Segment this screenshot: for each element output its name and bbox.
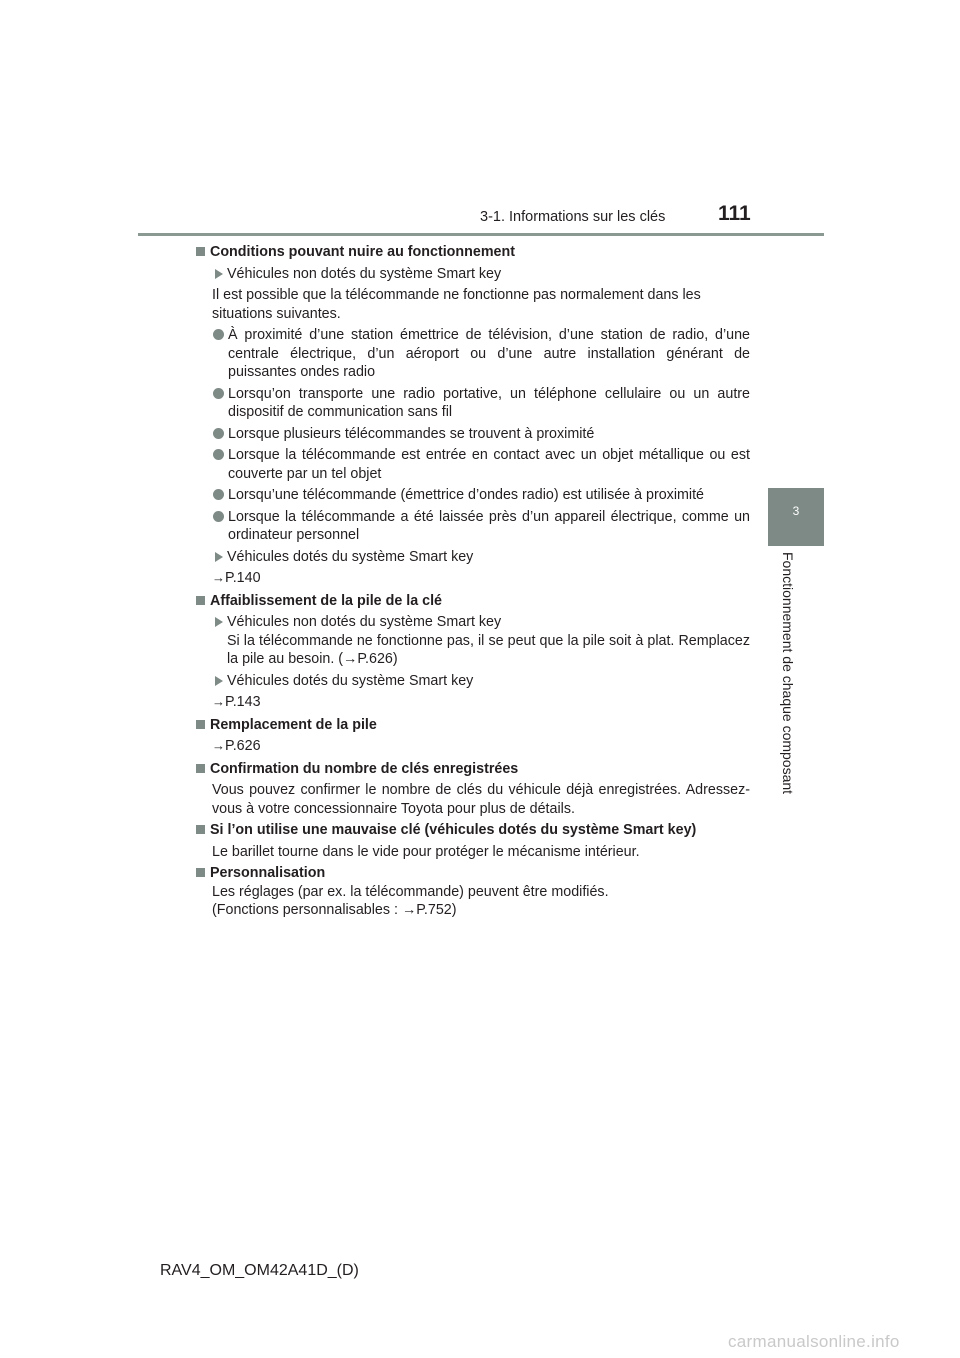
header-divider — [138, 233, 824, 236]
subheading: Véhicules non dotés du système Smart key — [213, 265, 750, 284]
page-reference[interactable]: P.626 — [357, 651, 393, 667]
round-bullet-icon — [213, 428, 224, 439]
square-bullet-icon — [196, 596, 205, 605]
chapter-number: 3 — [792, 504, 800, 518]
arrow-icon: → — [212, 738, 225, 753]
document-code: RAV4_OM_OM42A41D_(D) — [160, 1262, 359, 1279]
round-bullet-icon — [213, 511, 224, 522]
page-header — [0, 0, 960, 240]
triangle-arrow-icon — [215, 617, 223, 627]
subheading: Véhicules dotés du système Smart key — [213, 548, 750, 567]
arrow-icon: → — [401, 902, 417, 918]
section-heading: Conditions pouvant nuire au fonctionnement — [196, 243, 750, 262]
subheading: Véhicules dotés du système Smart key — [213, 672, 750, 691]
round-bullet-icon — [213, 489, 224, 500]
page-reference[interactable]: →P.626 — [212, 738, 261, 754]
square-bullet-icon — [196, 825, 205, 834]
triangle-arrow-icon — [215, 552, 223, 562]
section-heading: Confirmation du nombre de clés enregistrées — [196, 760, 750, 779]
subheading: Véhicules non dotés du système Smart key — [213, 613, 750, 632]
arrow-icon: → — [212, 694, 225, 709]
page-content — [212, 243, 750, 923]
section-heading: Personnalisation — [196, 864, 750, 883]
paragraph: Il est possible que la télécommande ne fonctionne pas normalement dans les situations suivantes. — [212, 287, 701, 322]
square-bullet-icon — [196, 764, 205, 773]
triangle-arrow-icon — [215, 269, 223, 279]
section-heading: Remplacement de la pile — [196, 716, 750, 735]
arrow-icon: → — [212, 570, 225, 585]
page-reference[interactable]: →P.143 — [212, 694, 261, 710]
paragraph: Si la télécommande ne fonctionne pas, il se peut que la pile soit à plat. Remplacez la pile au besoin. (→P.626) — [227, 632, 750, 667]
round-bullet-icon — [213, 449, 224, 460]
paragraph: Vous pouvez confirmer le nombre de clés du véhicule déjà enregistrées. Adressez-vous à votre concessionnaire Toyota pour plus de détails. — [212, 782, 750, 817]
list-item: Lorsque plusieurs télécommandes se trouvent à proximité — [212, 425, 750, 444]
round-bullet-icon — [213, 388, 224, 399]
section-heading: Si l’on utilise une mauvaise clé (véhicules dotés du système Smart key) — [196, 821, 750, 840]
paragraph: (Fonctions personnalisables : →P.752) — [212, 902, 457, 918]
list-item: Lorsque la télécommande a été laissée près d’un appareil électrique, comme un ordinateur personnel — [212, 508, 750, 545]
list-item: Lorsqu’on transporte une radio portative, un téléphone cellulaire ou un autre dispositif de communication sans fil — [212, 385, 750, 422]
page-reference[interactable]: →P.140 — [212, 570, 261, 586]
page-reference[interactable]: P.752 — [416, 902, 452, 918]
chapter-label: Fonctionnement de chaque composant — [780, 552, 796, 795]
list-item: Lorsque la télécommande est entrée en contact avec un objet métallique ou est couverte par un tel objet — [212, 446, 750, 483]
paragraph: Le barillet tourne dans le vide pour protéger le mécanisme intérieur. — [212, 843, 640, 860]
watermark: carmanualsonline.info — [728, 1332, 900, 1351]
page-number: 111 — [718, 202, 751, 225]
section-title: 3-1. Informations sur les clés — [480, 209, 666, 225]
square-bullet-icon — [196, 868, 205, 877]
triangle-arrow-icon — [215, 676, 223, 686]
square-bullet-icon — [196, 720, 205, 729]
square-bullet-icon — [196, 247, 205, 256]
list-item: Lorsqu’une télécommande (émettrice d’ondes radio) est utilisée à proximité — [212, 486, 750, 505]
section-heading: Affaiblissement de la pile de la clé — [196, 592, 750, 611]
arrow-icon: → — [343, 651, 358, 667]
chapter-tab — [768, 488, 824, 546]
paragraph: Les réglages (par ex. la télécommande) peuvent être modifiés. — [212, 883, 609, 900]
list-item: À proximité d’une station émettrice de télévision, d’une station de radio, d’une centrale électrique, d’un aéroport ou d’une autre installation générant de puissantes ondes radio — [212, 326, 750, 382]
round-bullet-icon — [213, 329, 224, 340]
